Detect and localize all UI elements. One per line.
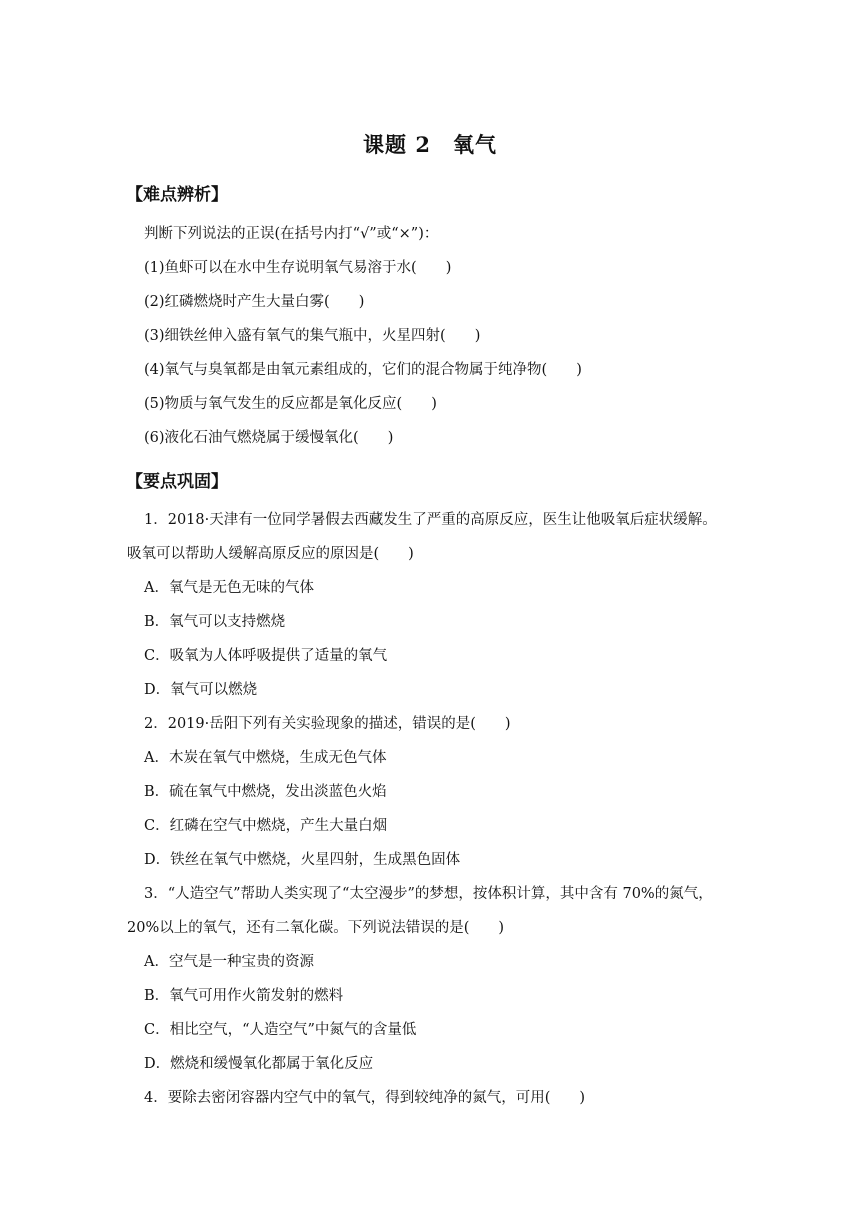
question-stem-continuation: 吸氧可以帮助人缓解高原反应的原因是( ) [127, 546, 414, 562]
section-heading-difficulty: 【难点辨析】 [126, 185, 228, 205]
question-option: D．氧气可以燃烧 [144, 682, 258, 698]
question-option: B．氧气可用作火箭发射的燃料 [144, 988, 344, 1004]
page-title: 课题 2 氧气 [363, 132, 497, 157]
question-option: C．相比空气，“人造空气”中氮气的含量低 [144, 1022, 417, 1038]
question-stem: 2．2019·岳阳下列有关实验现象的描述，错误的是( ) [144, 716, 511, 732]
question-option: C．红磷在空气中燃烧，产生大量白烟 [144, 818, 388, 834]
question-option: B．硫在氧气中燃烧，发出淡蓝色火焰 [144, 784, 387, 800]
question-option: D．燃烧和缓慢氧化都属于氧化反应 [144, 1056, 374, 1072]
question-stem: 4．要除去密闭容器内空气中的氧气，得到较纯净的氮气，可用( ) [144, 1090, 586, 1106]
judgment-item: (4)氧气与臭氧都是由氧元素组成的，它们的混合物属于纯净物( ) [144, 362, 582, 378]
question-option: B．氧气可以支持燃烧 [144, 614, 286, 630]
question-stem: 1．2018·天津有一位同学暑假去西藏发生了严重的高原反应，医生让他吸氧后症状缓解。 [144, 512, 717, 528]
question-stem: 3．“人造空气”帮助人类实现了“太空漫步”的梦想，按体积计算，其中含有 70%的氮气， [144, 886, 713, 902]
judgment-item: (2)红磷燃烧时产生大量白雾( ) [144, 294, 365, 310]
question-option: C．吸氧为人体呼吸提供了适量的氧气 [144, 648, 388, 664]
instruction-text: 判断下列说法的正误(在括号内打“√”或“×”)： [144, 226, 439, 242]
judgment-item: (3)细铁丝伸入盛有氧气的集气瓶中，火星四射( ) [144, 328, 481, 344]
question-option: D．铁丝在氧气中燃烧，火星四射，生成黑色固体 [144, 852, 461, 868]
question-option: A．空气是一种宝贵的资源 [144, 954, 314, 970]
judgment-item: (1)鱼虾可以在水中生存说明氧气易溶于水( ) [144, 260, 452, 276]
question-stem-continuation: 20%以上的氧气，还有二氧化碳。下列说法错误的是( ) [127, 920, 505, 936]
question-option: A．氧气是无色无味的气体 [144, 580, 314, 596]
question-option: A．木炭在氧气中燃烧，生成无色气体 [144, 750, 387, 766]
section-heading-keypoints: 【要点巩固】 [126, 472, 228, 492]
judgment-item: (5)物质与氧气发生的反应都是氧化反应( ) [144, 396, 437, 412]
judgment-item: (6)液化石油气燃烧属于缓慢氧化( ) [144, 430, 394, 446]
